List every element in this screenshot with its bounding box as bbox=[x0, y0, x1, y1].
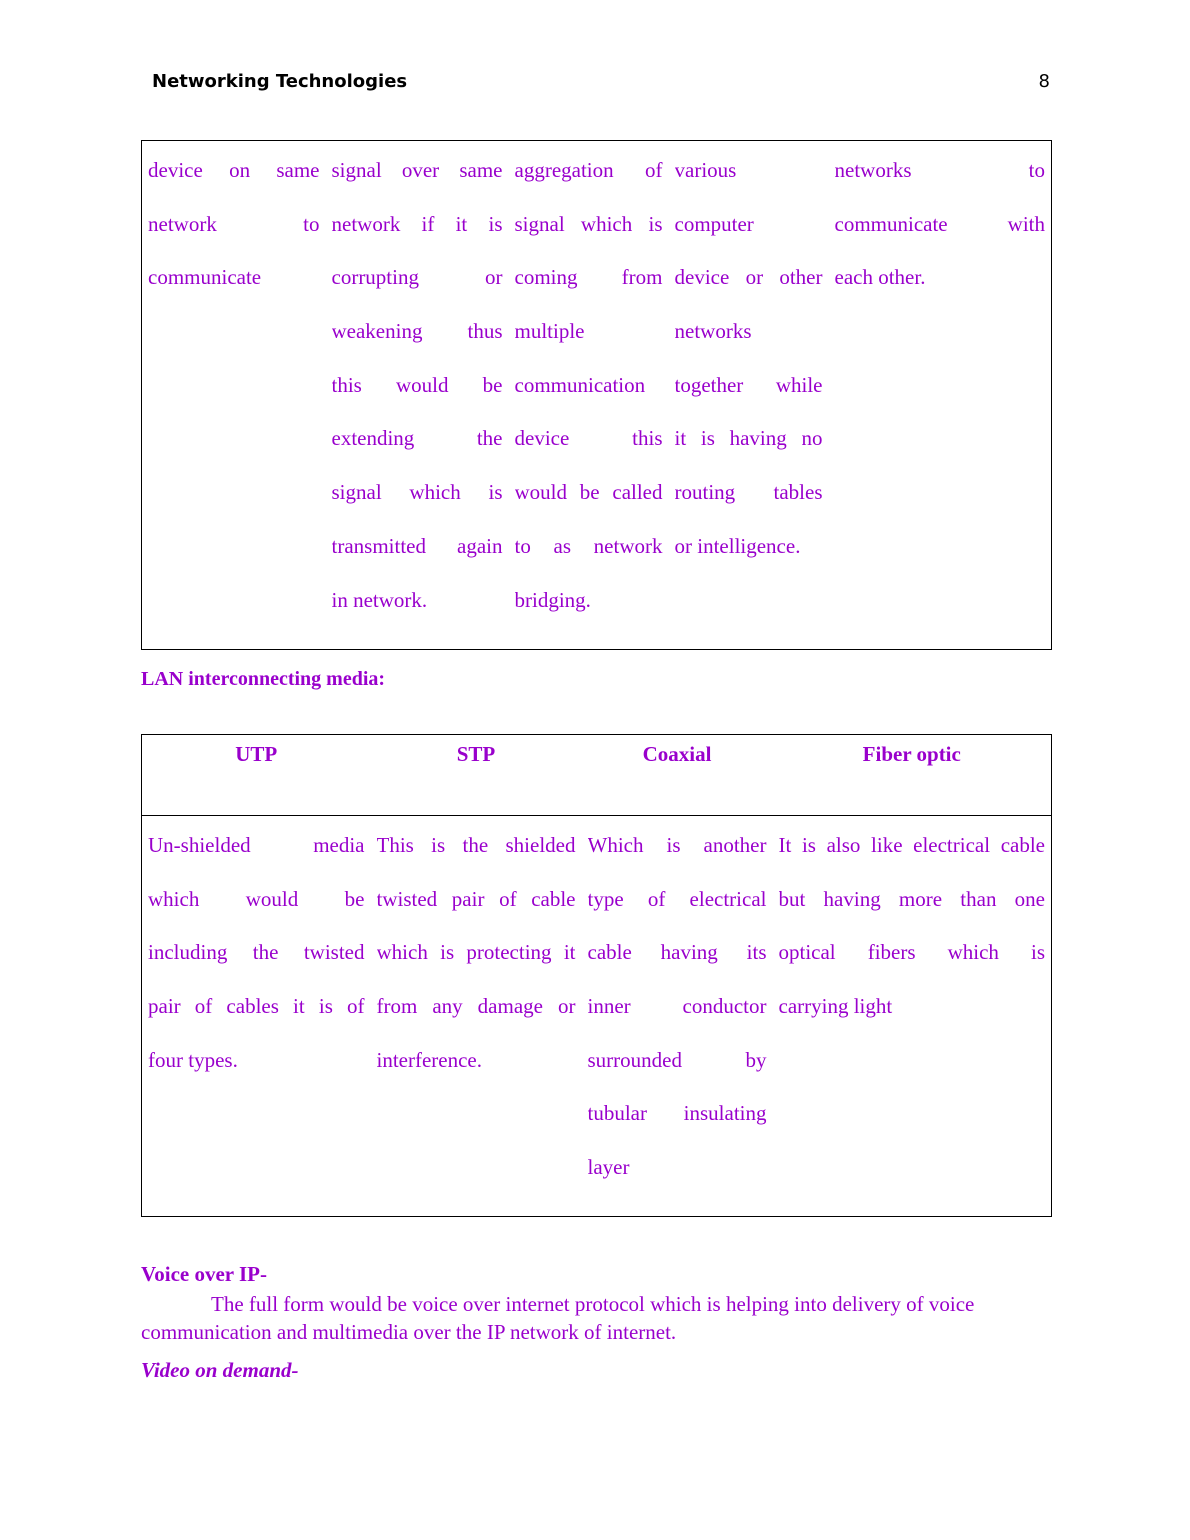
table-cell bbox=[142, 816, 371, 1217]
cell-text-line: each other. bbox=[834, 265, 926, 290]
continued-table bbox=[141, 140, 1052, 650]
cell-text-line: communication bbox=[514, 372, 646, 397]
cell-text-line: corrupting or bbox=[331, 265, 503, 290]
cell-text-line: layer bbox=[587, 1155, 630, 1180]
voip-heading: Voice over IP- bbox=[141, 1262, 267, 1286]
cell-text-line: twisted pair of cable bbox=[376, 886, 576, 911]
table-cell bbox=[829, 141, 1052, 650]
table-cell bbox=[669, 141, 829, 650]
cell-text-line: multiple bbox=[514, 319, 585, 344]
cell-text-line: coming from bbox=[514, 265, 663, 290]
cell-text-line: weakening thus bbox=[331, 319, 503, 344]
vod-heading: Video on demand- bbox=[141, 1358, 299, 1382]
cell-text-line: together while bbox=[674, 372, 823, 397]
cell-text-line: but having more than one bbox=[778, 886, 1045, 911]
cell-text-line: interference. bbox=[376, 1047, 483, 1072]
cell-text-line: from any damage or bbox=[376, 994, 576, 1019]
cell-text-line: it is having no bbox=[674, 426, 823, 451]
cell-text-line: or intelligence. bbox=[674, 533, 801, 558]
cell-text-line: device or other bbox=[674, 265, 823, 290]
cell-text-line: this would be bbox=[331, 372, 503, 397]
lan-media-heading: LAN interconnecting media: bbox=[141, 668, 386, 690]
cell-text-line: network to bbox=[148, 211, 320, 236]
table-header-row bbox=[142, 735, 1052, 816]
cell-text-line: various bbox=[674, 158, 737, 182]
cell-text-line: networks to bbox=[834, 158, 1045, 182]
cell-text-line: carrying light bbox=[778, 994, 893, 1019]
cell-text-line: type of electrical bbox=[587, 886, 767, 911]
cell-text-line: would be called bbox=[514, 480, 663, 505]
cell-text-line: pair of cables it is of bbox=[148, 994, 365, 1019]
table-cell bbox=[773, 816, 1052, 1217]
cell-text-line: signal which is bbox=[514, 211, 663, 236]
cell-text-line: tubular insulating bbox=[587, 1101, 767, 1126]
cell-text-line: communicate bbox=[148, 265, 262, 290]
cell-text-line: signal which is bbox=[331, 480, 503, 505]
column-header-utp: UTP bbox=[142, 735, 371, 816]
cell-text-line: to as network bbox=[514, 533, 663, 558]
column-header-coaxial: Coaxial bbox=[582, 735, 773, 816]
table-cell bbox=[371, 816, 582, 1217]
column-header-stp: STP bbox=[371, 735, 582, 816]
cell-text-line: networks bbox=[674, 319, 752, 344]
table-cell bbox=[326, 141, 509, 650]
cell-text-line: This is the shielded bbox=[376, 833, 576, 857]
cell-text-line: four types. bbox=[148, 1047, 238, 1072]
cell-text-line: network if it is bbox=[331, 211, 503, 236]
table-row bbox=[142, 816, 1052, 1217]
lan-media-table bbox=[141, 734, 1052, 1217]
cell-text-line: bridging. bbox=[514, 587, 591, 612]
cell-text-line: Un-shielded media bbox=[148, 833, 365, 857]
cell-text-line: in network. bbox=[331, 587, 428, 612]
cell-text-line: surrounded by bbox=[587, 1047, 767, 1072]
cell-text-line: inner conductor bbox=[587, 994, 767, 1019]
table-cell bbox=[142, 141, 326, 650]
cell-text-line: Which is another bbox=[587, 833, 767, 857]
page-number: 8 bbox=[1038, 71, 1050, 92]
cell-text-line: device on same bbox=[148, 158, 320, 182]
cell-text-line: signal over same bbox=[331, 158, 503, 182]
voip-paragraph: The full form would be voice over internet protocol which is helping into delivery of voice communication and multimedia over the IP network of internet. bbox=[141, 1292, 975, 1344]
column-header-fiber-optic: Fiber optic bbox=[773, 735, 1052, 816]
cell-text-line: transmitted again bbox=[331, 533, 503, 558]
cell-text-line: device this bbox=[514, 426, 663, 451]
cell-text-line: extending the bbox=[331, 426, 503, 451]
table-cell bbox=[582, 816, 773, 1217]
cell-text-line: aggregation of bbox=[514, 158, 663, 182]
cell-text-line: routing tables bbox=[674, 480, 823, 505]
cell-text-line: cable having its bbox=[587, 940, 767, 965]
cell-text-line: communicate with bbox=[834, 211, 1045, 236]
table-cell bbox=[509, 141, 669, 650]
cell-text-line: including the twisted bbox=[148, 940, 365, 965]
cell-text-line: optical fibers which is bbox=[778, 940, 1045, 965]
table-row bbox=[142, 141, 1052, 650]
page-header-title: Networking Technologies bbox=[152, 71, 408, 92]
cell-text-line: which would be bbox=[148, 886, 365, 911]
cell-text-line: which is protecting it bbox=[376, 940, 576, 965]
cell-text-line: It is also like electrical cable bbox=[778, 833, 1045, 857]
cell-text-line: computer bbox=[674, 211, 754, 236]
